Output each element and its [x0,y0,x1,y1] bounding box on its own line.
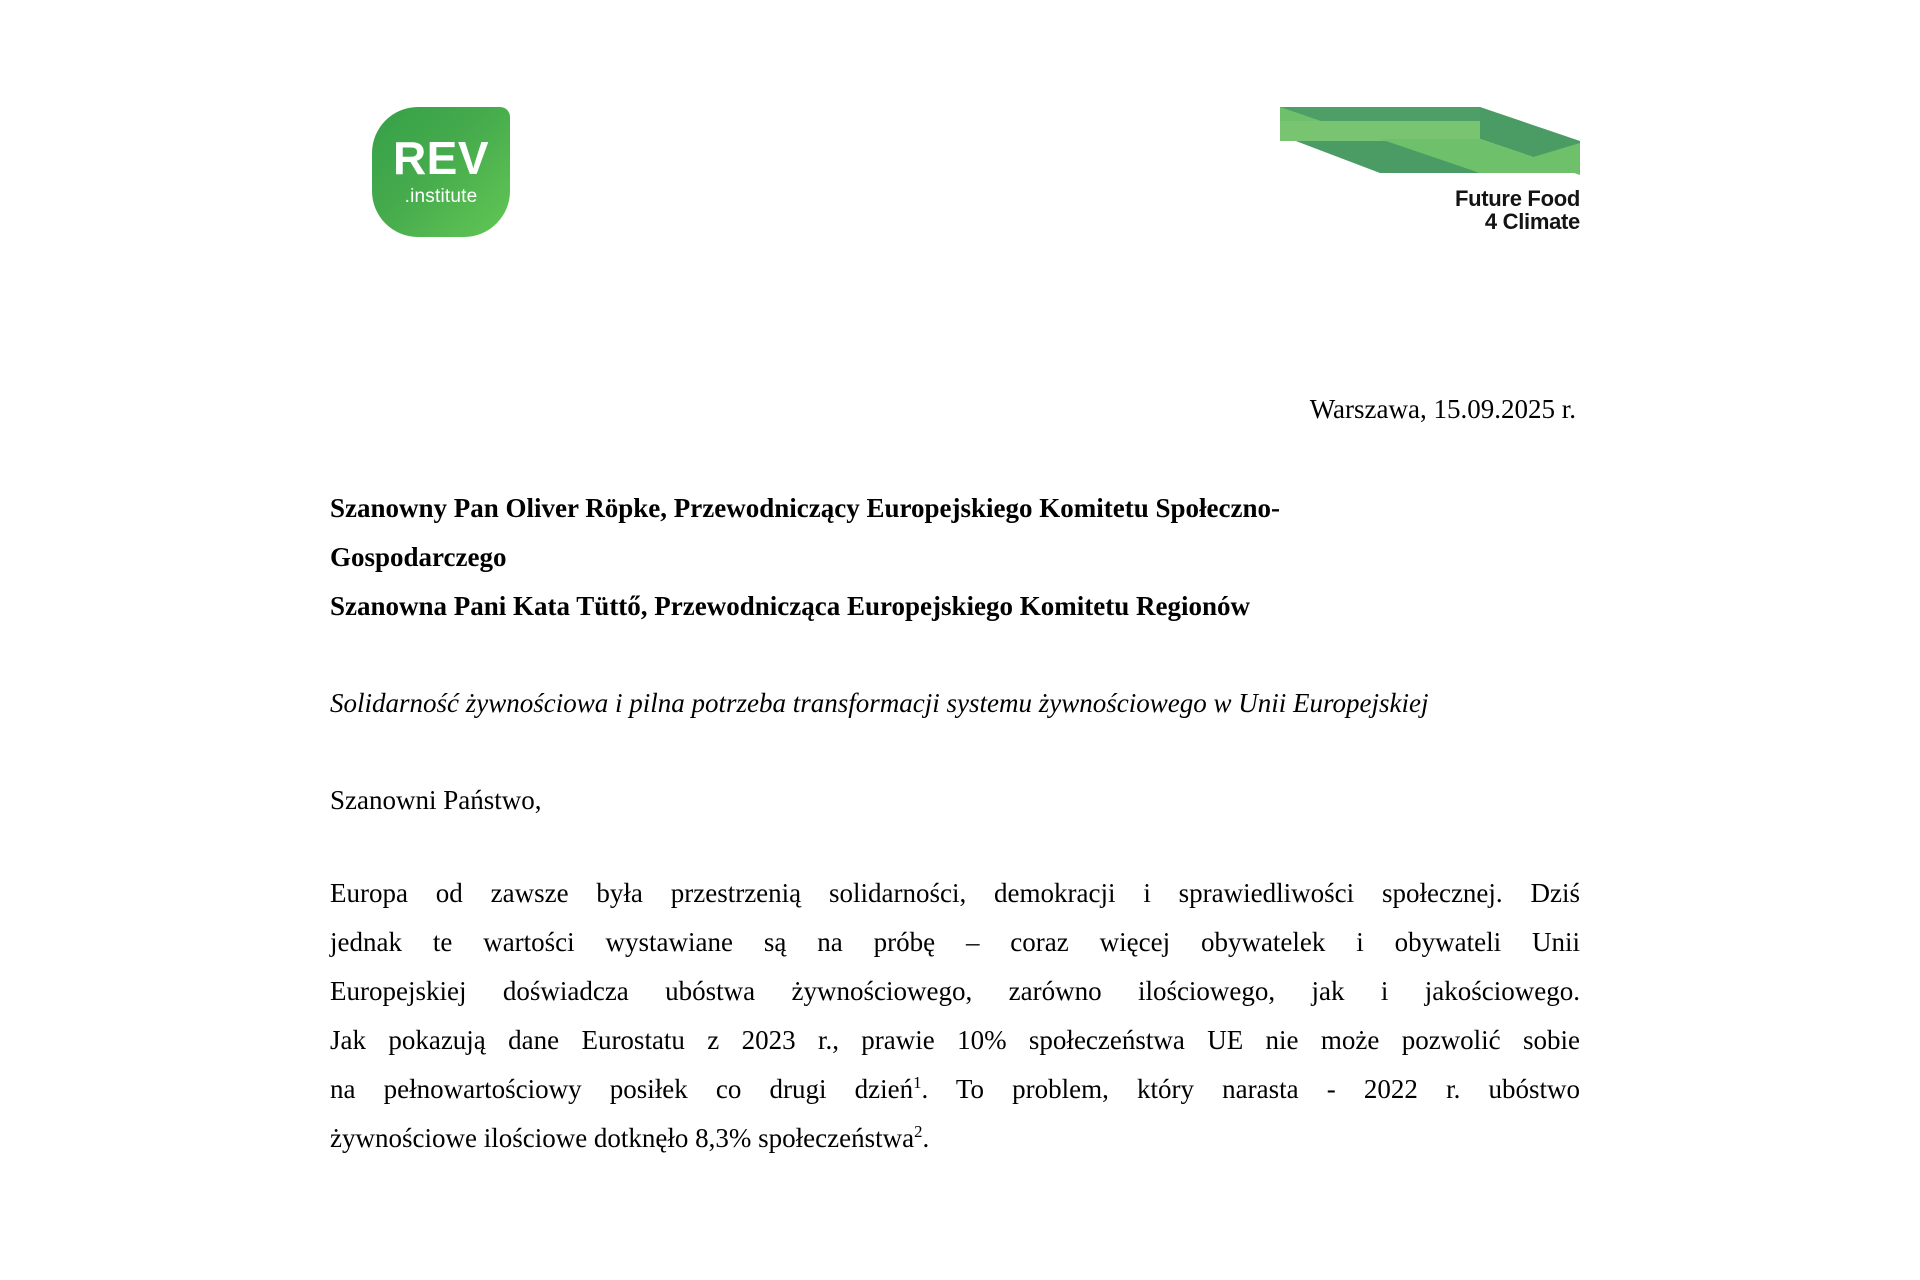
letterhead [330,95,1580,255]
paragraph-line-6 [330,1114,1580,1163]
future-food-wordmark-line2: 4 Climate [1484,209,1580,234]
paragraph-line-5-text-a: na pełnowartościowy posiłek co drugi dzień [330,1074,914,1104]
addressee-line-3: Szanowna Pani Kata Tüttő, Przewodnicząca Europejskiego Komitetu Regionów [330,591,1250,621]
rev-logo-wordmark: REV [392,132,490,184]
rev-logo-subtext: .institute [404,186,478,207]
paragraph-line-1: Europa od zawsze była przestrzenią solidarności, demokracji i sprawiedliwości społecznej. Dziś [330,878,1580,908]
footnote-reference-2: 2 [914,1122,923,1141]
paragraph-line-3: Europejskiej doświadcza ubóstwa żywnościowego, zarówno ilościowego, jak i jakościowego. [330,976,1580,1006]
future-food-ribbon-icon [1280,95,1580,191]
paragraph-line-6-text-b: . [922,1123,930,1153]
addressee-block [330,484,1580,631]
addressee-line-1: Szanowny Pan Oliver Röpke, Przewodniczący Europejskiego Komitetu Społeczno- [330,493,1280,523]
paragraph-line-4: Jak pokazują dane Eurostatu z 2023 r., prawie 10% społeczeństwa UE nie może pozwolić sobie [330,1025,1580,1055]
paragraph-line-5 [330,1065,1580,1114]
subject-line-1: Solidarność żywnościowa i pilna potrzeba transformacji systemu żywnościowego w Unii [330,688,1287,718]
letter-content [330,300,1580,1163]
body-paragraph-1 [330,869,1580,1163]
paragraph-line-6-text-a: żywnościowe ilościowe dotknęło 8,3% społeczeństwa [330,1123,915,1153]
paragraph-line-5-text-b: . To problem, który narasta - 2022 r. ubóstwo [921,1074,1580,1104]
footnote-reference-1: 1 [913,1073,922,1092]
future-food-4-climate-logo [1280,95,1580,234]
subject-line-2: Europejskiej [1293,688,1429,718]
date-line: Warszawa, 15.09.2025 r. [1309,394,1576,424]
addressee-line-2: Gospodarczego [330,542,507,572]
subject-line [330,679,1580,728]
salutation: Szanowni Państwo, [330,785,542,815]
paragraph-line-2: jednak te wartości wystawiane są na próbę – coraz więcej obywatelek i obywateli Unii [330,927,1580,957]
rev-institute-logo [372,107,510,237]
future-food-wordmark-line1: Future Food [1454,186,1580,211]
future-food-wordmark [1280,187,1580,233]
